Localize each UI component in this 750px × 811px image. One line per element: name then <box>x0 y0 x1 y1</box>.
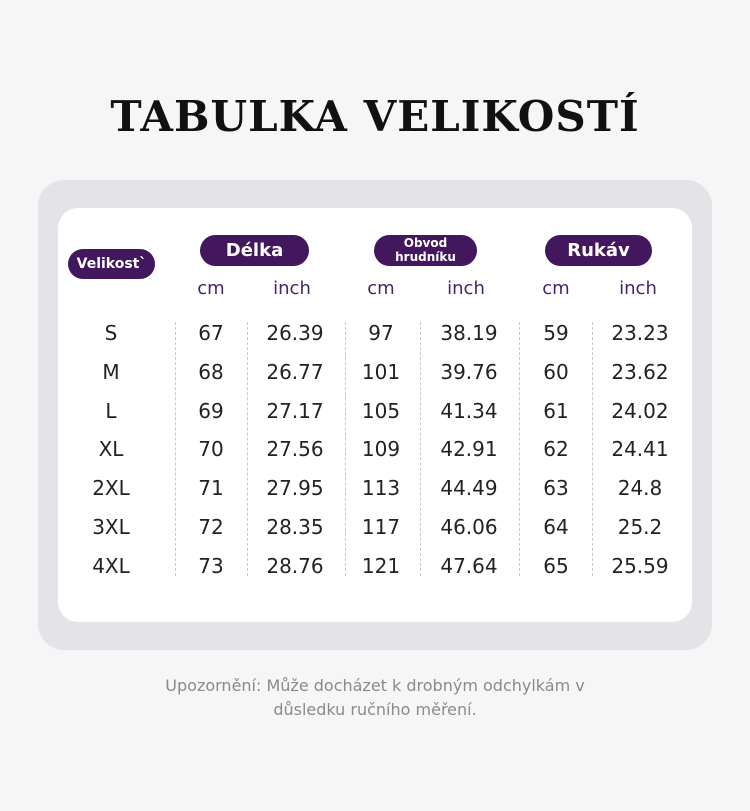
table-cell: 109 <box>361 437 401 462</box>
size-label: 3XL <box>92 515 130 539</box>
header-chest-line1: Obvod <box>403 236 448 250</box>
unit-length-cm: cm <box>197 278 225 299</box>
table-cell: 113 <box>361 476 401 501</box>
table-cell: 59 <box>543 321 569 345</box>
table-cell: 38.19 <box>440 321 498 345</box>
size-label: M <box>102 359 120 384</box>
table-cell: 62 <box>543 437 569 462</box>
table-cell: 64 <box>543 515 569 539</box>
table-cell: 46.06 <box>440 515 498 539</box>
header-chest <box>374 235 477 266</box>
table-cell: 47.64 <box>440 553 498 578</box>
note-line-1: Upozornění: Může docházet k drobným odchylkám v <box>165 676 585 695</box>
table-cell: 65 <box>543 553 569 578</box>
table-cell: 27.56 <box>266 437 324 462</box>
table-cell: 25.59 <box>611 553 669 578</box>
table-cell: 117 <box>361 515 401 539</box>
table-cell: 23.23 <box>611 321 669 345</box>
table-cell: 26.39 <box>266 321 324 345</box>
table-cell: 61 <box>543 398 569 423</box>
table-cell: 44.49 <box>440 476 498 501</box>
table-cell: 68 <box>198 359 224 384</box>
table-cell: 105 <box>361 398 401 423</box>
size-label: 4XL <box>92 553 130 578</box>
note-line-2: důsledku ručního měření. <box>273 700 477 719</box>
table-cell: 101 <box>361 359 401 384</box>
header-sleeve: Rukáv <box>545 235 652 266</box>
header-size: Velikost` <box>68 249 155 279</box>
table-cell: 41.34 <box>440 398 498 423</box>
size-label: L <box>105 398 117 423</box>
table-cell: 42.91 <box>440 437 498 462</box>
table-cell: 70 <box>198 437 224 462</box>
table-cell: 28.35 <box>266 515 324 539</box>
table-cell: 73 <box>198 553 224 578</box>
unit-length-inch: inch <box>273 278 311 299</box>
table-cell: 25.2 <box>617 515 663 539</box>
size-label: S <box>104 321 118 345</box>
unit-sleeve-cm: cm <box>542 278 570 299</box>
table-cell: 69 <box>198 398 224 423</box>
table-cell: 24.02 <box>611 398 669 423</box>
table-cell: 28.76 <box>266 553 324 578</box>
table-cell: 63 <box>543 476 569 501</box>
table-cell: 39.76 <box>440 359 498 384</box>
table-cell: 26.77 <box>266 359 324 384</box>
table-cell: 24.8 <box>617 476 663 501</box>
table-cell: 60 <box>543 359 569 384</box>
header-length: Délka <box>200 235 309 266</box>
unit-chest-inch: inch <box>447 278 485 299</box>
table-cell: 71 <box>198 476 224 501</box>
table-cell: 121 <box>361 553 401 578</box>
table-cell: 27.17 <box>266 398 324 423</box>
size-label: XL <box>98 437 124 462</box>
table-cell: 27.95 <box>266 476 324 501</box>
table-cell: 24.41 <box>611 437 669 462</box>
measurement-note <box>100 674 650 722</box>
table-cell: 97 <box>368 321 394 345</box>
table-cell: 67 <box>198 321 224 345</box>
table-cell: 23.62 <box>611 359 669 384</box>
unit-chest-cm: cm <box>367 278 395 299</box>
table-cell: 72 <box>198 515 224 539</box>
header-chest-line2: hrudníku <box>395 250 456 264</box>
page-title: TABULKA VELIKOSTÍ <box>110 92 640 141</box>
size-label: 2XL <box>92 476 130 501</box>
unit-sleeve-inch: inch <box>619 278 657 299</box>
